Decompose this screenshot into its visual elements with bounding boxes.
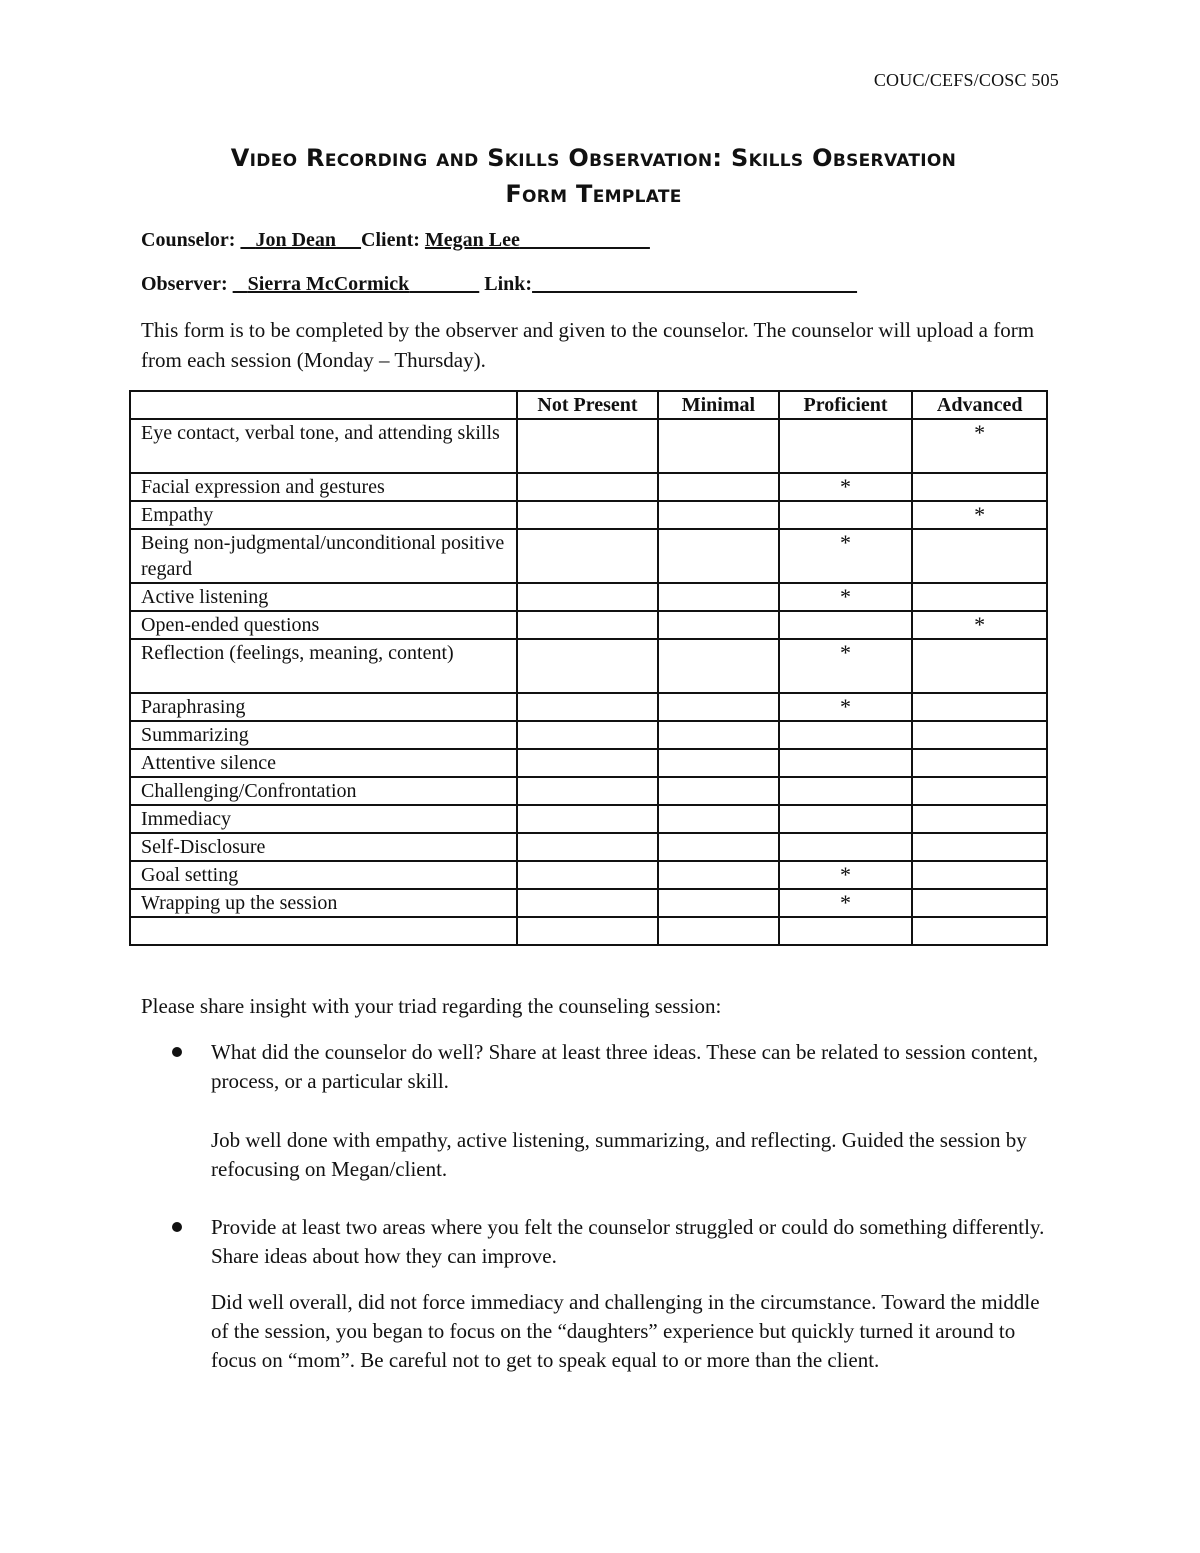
rating-cell-proficient[interactable] (779, 529, 913, 583)
rating-cell-minimal[interactable] (658, 917, 779, 945)
rating-cell-advanced[interactable] (912, 889, 1047, 917)
counselor-value: Jon Dean (255, 229, 337, 251)
rating-cell-proficient[interactable] (779, 861, 913, 889)
link-field[interactable] (532, 273, 857, 295)
skill-name: Empathy (130, 501, 517, 529)
table-row (130, 639, 1047, 693)
rating-cell-not-present[interactable] (517, 583, 658, 611)
skill-name: Eye contact, verbal tone, and attending skills (130, 419, 517, 473)
table-row (130, 473, 1047, 501)
rating-cell-minimal[interactable] (658, 611, 779, 639)
rating-cell-minimal[interactable] (658, 861, 779, 889)
title-line-1: Video Recording and Skills Observation: Skills Observation (230, 144, 957, 172)
rating-cell-not-present[interactable] (517, 639, 658, 693)
client-value: Megan Lee (424, 229, 520, 251)
skill-name: Immediacy (130, 805, 517, 833)
rating-cell-advanced[interactable] (912, 749, 1047, 777)
skills-table-body (130, 419, 1047, 945)
observer-value: Sierra McCormick (247, 273, 410, 295)
instructions-paragraph: This form is to be completed by the observer and given to the counselor. The counselor will upload a form from each session (Monday – Thursday). (141, 318, 1035, 372)
table-row (130, 833, 1047, 861)
rating-cell-proficient[interactable] (779, 639, 913, 693)
table-row (130, 611, 1047, 639)
rating-cell-proficient[interactable] (779, 749, 913, 777)
rating-mark: * (840, 474, 852, 499)
table-header-row (130, 391, 1047, 419)
answer-2[interactable]: Did well overall, did not force immediacy and challenging in the circumstance. Toward the middle of the session, you began to focus on the “daughters” experience but quickly turned it around to focus on “mom”. Be careful not to get to speak equal to or more than the client. (211, 1290, 1040, 1372)
table-row (130, 501, 1047, 529)
client-field[interactable] (425, 229, 650, 251)
rating-cell-advanced[interactable] (912, 473, 1047, 501)
rating-cell-advanced[interactable] (912, 917, 1047, 945)
rating-cell-proficient[interactable] (779, 583, 913, 611)
table-row (130, 419, 1047, 473)
rating-cell-not-present[interactable] (517, 473, 658, 501)
counselor-label: Counselor: (141, 229, 236, 251)
rating-cell-proficient[interactable] (779, 889, 913, 917)
rating-cell-minimal[interactable] (658, 721, 779, 749)
question-2: Provide at least two areas where you felt the counselor struggled or could do something differently. Share ideas about how they can improve. (211, 1215, 1045, 1268)
column-header-minimal: Minimal (658, 391, 779, 419)
table-row (130, 917, 1047, 945)
rating-cell-proficient[interactable] (779, 611, 913, 639)
rating-cell-advanced[interactable] (912, 805, 1047, 833)
rating-cell-advanced[interactable] (912, 721, 1047, 749)
rating-cell-minimal[interactable] (658, 805, 779, 833)
rating-cell-proficient[interactable] (779, 693, 913, 721)
rating-cell-advanced[interactable] (912, 777, 1047, 805)
column-header-proficient: Proficient (779, 391, 913, 419)
rating-cell-minimal[interactable] (658, 473, 779, 501)
skills-rating-table (129, 390, 1048, 946)
skill-name: Open-ended questions (130, 611, 517, 639)
skill-name: Self-Disclosure (130, 833, 517, 861)
rating-cell-minimal[interactable] (658, 529, 779, 583)
rating-mark: * (974, 502, 986, 527)
rating-cell-advanced[interactable] (912, 529, 1047, 583)
skill-name: Summarizing (130, 721, 517, 749)
rating-cell-proficient[interactable] (779, 721, 913, 749)
rating-cell-not-present[interactable] (517, 917, 658, 945)
table-row (130, 529, 1047, 583)
rating-cell-advanced[interactable] (912, 611, 1047, 639)
rating-cell-proficient[interactable] (779, 917, 913, 945)
skill-name: Goal setting (130, 861, 517, 889)
rating-mark: * (974, 612, 986, 637)
column-header-advanced: Advanced (912, 391, 1047, 419)
rating-cell-minimal[interactable] (658, 777, 779, 805)
rating-cell-proficient[interactable] (779, 473, 913, 501)
skill-name: Facial expression and gestures (130, 473, 517, 501)
column-header-skill (130, 391, 517, 419)
table-row (130, 805, 1047, 833)
rating-cell-proficient[interactable] (779, 833, 913, 861)
rating-cell-advanced[interactable] (912, 861, 1047, 889)
rating-cell-advanced[interactable] (912, 639, 1047, 693)
rating-cell-advanced[interactable] (912, 833, 1047, 861)
rating-cell-minimal[interactable] (658, 693, 779, 721)
rating-cell-minimal[interactable] (658, 501, 779, 529)
rating-cell-proficient[interactable] (779, 419, 913, 473)
observer-label: Observer: (141, 273, 228, 295)
rating-mark: * (840, 640, 852, 665)
rating-cell-minimal[interactable] (658, 419, 779, 473)
rating-mark: * (840, 584, 852, 609)
rating-cell-minimal[interactable] (658, 889, 779, 917)
column-header-not-present: Not Present (517, 391, 658, 419)
rating-cell-proficient[interactable] (779, 501, 913, 529)
rating-mark: * (840, 862, 852, 887)
rating-cell-not-present[interactable] (517, 611, 658, 639)
rating-cell-not-present[interactable] (517, 805, 658, 833)
rating-mark: * (840, 890, 852, 915)
skill-name: Active listening (130, 583, 517, 611)
skill-name: Paraphrasing (130, 693, 517, 721)
rating-cell-proficient[interactable] (779, 777, 913, 805)
link-label: Link: (484, 273, 533, 295)
table-row (130, 861, 1047, 889)
rating-cell-advanced[interactable] (912, 583, 1047, 611)
bullet-icon (172, 1047, 182, 1057)
rating-cell-advanced[interactable] (912, 501, 1047, 529)
observer-field[interactable] (233, 273, 480, 295)
table-row (130, 721, 1047, 749)
rating-cell-not-present[interactable] (517, 501, 658, 529)
table-row (130, 583, 1047, 611)
counselor-client-line (141, 229, 650, 252)
skill-name: Challenging/Confrontation (130, 777, 517, 805)
rating-mark: * (840, 694, 852, 719)
rating-cell-minimal[interactable] (658, 749, 779, 777)
skill-name: Reflection (feelings, meaning, content) (130, 639, 517, 693)
rating-cell-not-present[interactable] (517, 861, 658, 889)
rating-cell-proficient[interactable] (779, 805, 913, 833)
answer-1[interactable]: Job well done with empathy, active listening, summarizing, and reflecting. Guided the session by refocusing on Megan/client. (211, 1128, 1027, 1181)
rating-cell-not-present[interactable] (517, 749, 658, 777)
rating-cell-minimal[interactable] (658, 833, 779, 861)
rating-cell-not-present[interactable] (517, 721, 658, 749)
rating-cell-minimal[interactable] (658, 639, 779, 693)
rating-cell-not-present[interactable] (517, 529, 658, 583)
rating-cell-not-present[interactable] (517, 419, 658, 473)
rating-cell-not-present[interactable] (517, 777, 658, 805)
rating-cell-advanced[interactable] (912, 693, 1047, 721)
table-row (130, 777, 1047, 805)
skill-name: Wrapping up the session (130, 889, 517, 917)
question-1: What did the counselor do well? Share at least three ideas. These can be related to session content, process, or a particular skill. (211, 1040, 1039, 1093)
rating-cell-not-present[interactable] (517, 833, 658, 861)
course-code: COUC/CEFS/COSC 505 (873, 70, 1059, 90)
bullet-icon (172, 1222, 182, 1232)
page-title (130, 140, 1057, 212)
rating-cell-minimal[interactable] (658, 583, 779, 611)
counselor-field[interactable] (240, 229, 361, 251)
title-line-2: Form Template (505, 180, 682, 208)
insight-prompt: Please share insight with your triad regarding the counseling session: (141, 994, 722, 1018)
table-row (130, 749, 1047, 777)
rating-mark: * (840, 530, 852, 555)
rating-mark: * (974, 420, 986, 445)
skill-name (130, 917, 517, 945)
table-row (130, 889, 1047, 917)
skill-name: Attentive silence (130, 749, 517, 777)
rating-cell-not-present[interactable] (517, 889, 658, 917)
observer-link-line (141, 273, 857, 296)
rating-cell-advanced[interactable] (912, 419, 1047, 473)
skill-name: Being non-judgmental/unconditional positive regard (130, 529, 517, 583)
table-row (130, 693, 1047, 721)
client-label: Client: (361, 229, 420, 251)
rating-cell-not-present[interactable] (517, 693, 658, 721)
